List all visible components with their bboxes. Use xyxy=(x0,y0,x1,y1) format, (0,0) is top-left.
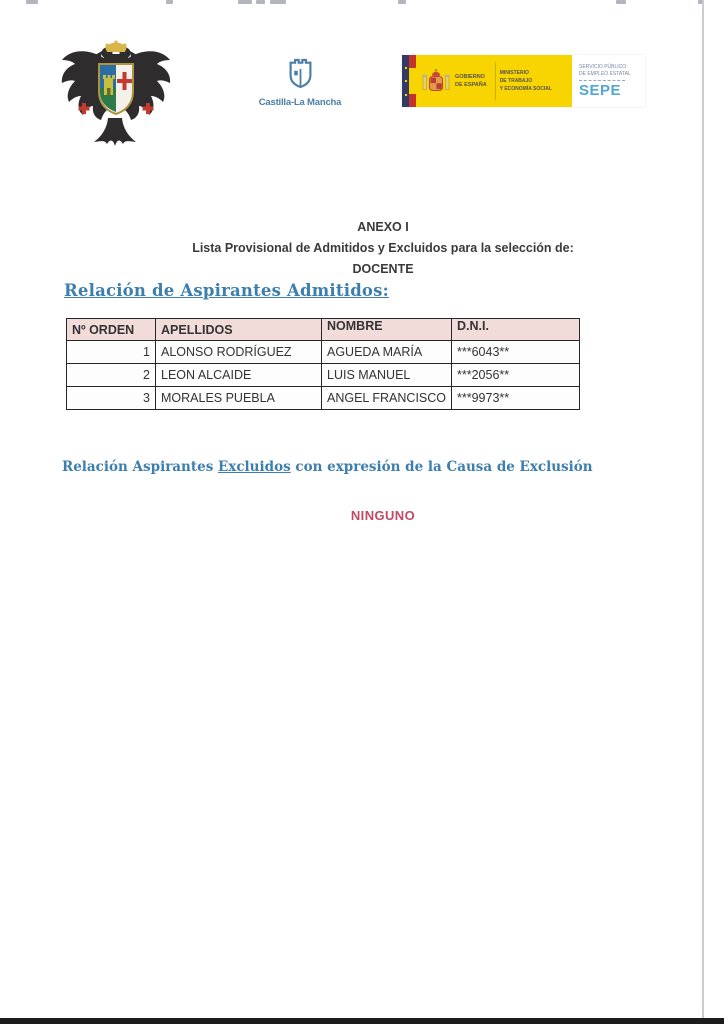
double-headed-eagle-icon xyxy=(57,36,175,148)
cell-orden: 2 xyxy=(67,364,156,387)
table-header-row xyxy=(67,319,580,341)
table-row xyxy=(67,364,580,387)
excluded-word: Excluidos xyxy=(218,459,291,475)
sepe-small-text xyxy=(579,64,645,78)
scan-artifact-top xyxy=(0,0,724,8)
castle-icon xyxy=(287,57,314,90)
cell-orden: 1 xyxy=(67,341,156,364)
table-row xyxy=(67,341,580,364)
excluded-suffix: con expresión de la Causa de Exclusión xyxy=(290,459,593,475)
cell-nombre: AGUEDA MARÍA xyxy=(322,341,452,364)
castilla-la-mancha-logo xyxy=(256,57,344,108)
banner-divider xyxy=(495,62,496,100)
gobierno-line2: DE ESPAÑA xyxy=(455,82,487,88)
ministerio-line1: MINISTERIO xyxy=(499,70,529,76)
cell-nombre: ANGEL FRANCISCO xyxy=(322,387,452,410)
cell-apellidos: MORALES PUEBLA xyxy=(156,387,322,410)
ministerio-line3: Y ECONOMÍA SOCIAL xyxy=(499,86,552,92)
header-orden: Nº ORDEN xyxy=(67,319,156,341)
scan-artifact-bottom-bar xyxy=(0,1018,724,1024)
gobierno-line1: GOBIERNO xyxy=(455,73,485,80)
cell-nombre: LUIS MANUEL xyxy=(322,364,452,387)
cell-dni: ***2056** xyxy=(452,364,580,387)
admitted-heading: Relación de Aspirantes Admitidos: xyxy=(64,281,389,300)
position-title: DOCENTE xyxy=(352,262,414,276)
anexo-title: ANEXO I xyxy=(357,220,409,234)
excluded-result: NINGUNO xyxy=(350,508,416,523)
sepe-small-line1: SERVICIO PÚBLICO xyxy=(579,63,627,70)
sepe-wordmark: SEPE xyxy=(579,81,622,99)
sepe-dashed-rule xyxy=(579,80,625,81)
gobierno-text xyxy=(455,73,487,90)
flag-blue-strip xyxy=(402,55,409,107)
sepe-small-line2: DE EMPLEO ESTATAL xyxy=(579,70,631,77)
cell-apellidos: ALONSO RODRÍGUEZ xyxy=(156,341,322,364)
clm-label: Castilla-La Mancha xyxy=(258,97,342,108)
gobierno-sepe-banner xyxy=(402,55,645,107)
header-dni: D.N.I. xyxy=(452,319,580,341)
cell-dni: ***6043** xyxy=(452,341,580,364)
banner-yellow-section xyxy=(416,55,572,107)
title-block xyxy=(66,217,700,280)
scan-artifact-right-line xyxy=(702,0,704,1019)
cell-apellidos: LEON ALCAIDE xyxy=(156,364,322,387)
spain-coat-of-arms-icon xyxy=(421,68,451,95)
sepe-section xyxy=(572,55,645,107)
flag-red-yellow-strip xyxy=(409,55,416,107)
cell-dni: ***9973** xyxy=(452,387,580,410)
ministerio-line2: DE TRABAJO xyxy=(499,78,533,84)
cell-orden: 3 xyxy=(67,387,156,410)
header-apellidos: APELLIDOS xyxy=(156,319,322,341)
header-nombre: NOMBRE xyxy=(322,319,452,341)
ministerio-text xyxy=(500,69,552,93)
table-row xyxy=(67,387,580,410)
excluded-prefix: Relación Aspirantes xyxy=(62,459,218,475)
document-subtitle: Lista Provisional de Admitidos y Excluidos para la selección de: xyxy=(192,241,574,255)
admitted-table xyxy=(66,318,580,410)
toledo-coat-of-arms-logo xyxy=(57,36,175,148)
excluded-heading xyxy=(62,459,593,475)
